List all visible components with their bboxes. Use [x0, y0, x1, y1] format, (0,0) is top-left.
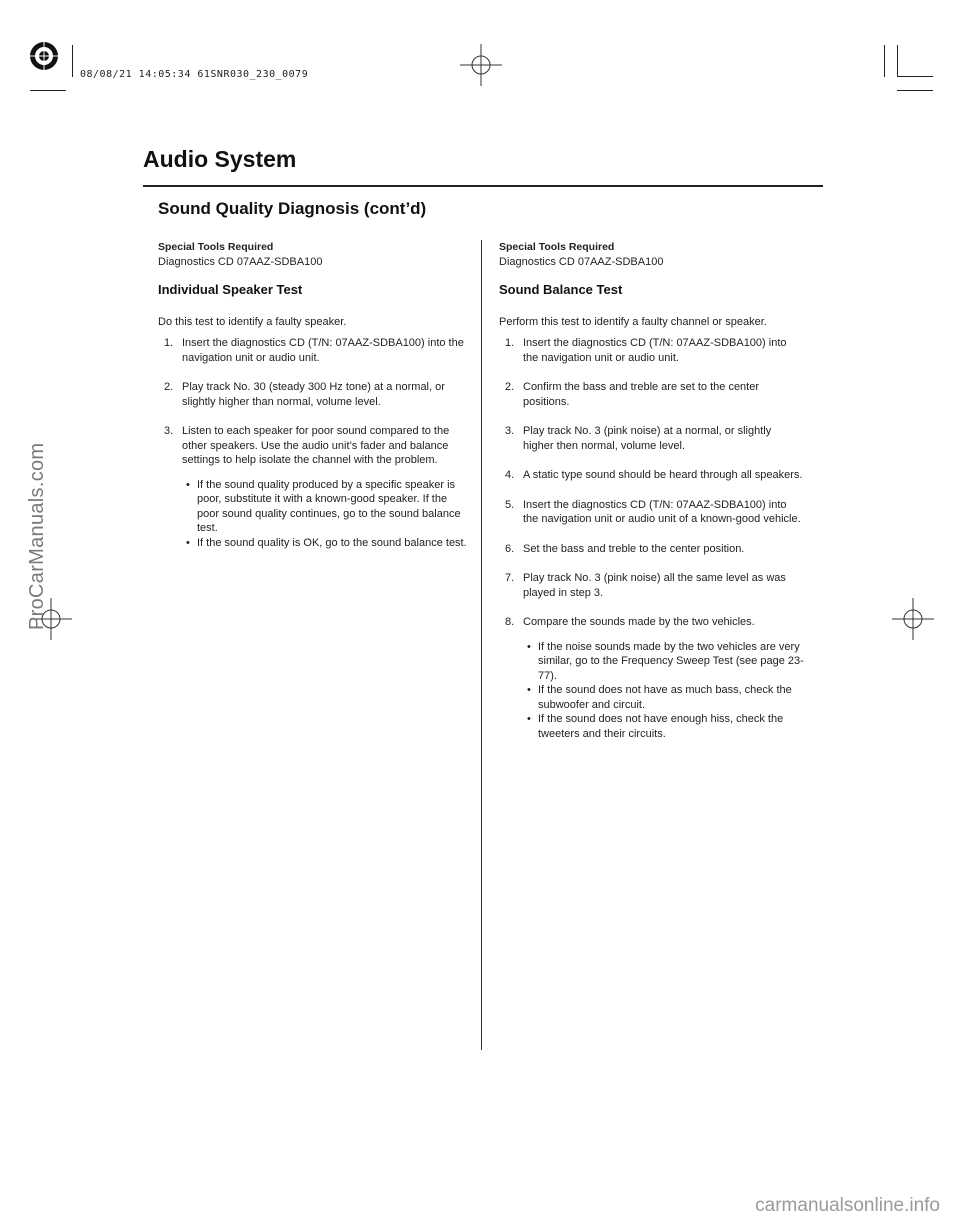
left-column — [158, 240, 468, 565]
registration-crosshair-right-icon — [892, 598, 934, 640]
registration-mark-top-left-icon — [28, 40, 72, 84]
bullet-text: If the noise sounds made by the two vehicles are very similar, go to the Frequency Sweep Test (see page 23-77). — [538, 640, 804, 682]
bullet-list — [182, 478, 468, 551]
step-item — [499, 336, 804, 365]
bullet-dot-icon: • — [527, 684, 531, 696]
step-item — [499, 542, 804, 557]
step-item — [499, 498, 804, 527]
intro-text: Do this test to identify a faulty speaker. — [158, 315, 347, 328]
bullet-item — [523, 712, 804, 741]
step-text: Play track No. 3 (pink noise) at a normal, or slightly higher then normal, volume level. — [523, 425, 772, 452]
bullet-text: If the sound quality produced by a specific speaker is poor, substitute it with a known-good speaker. If the poor sound quality continues, go to the sound balance test. — [197, 478, 461, 534]
step-text: Play track No. 3 (pink noise) all the same level as was played in step 3. — [523, 572, 786, 599]
bullet-item — [182, 478, 468, 536]
title-rule — [143, 185, 823, 187]
tools-label: Special Tools Required — [158, 241, 274, 253]
step-item — [499, 615, 804, 741]
step-text: Compare the sounds made by the two vehicles. — [523, 616, 755, 628]
step-number: 2. — [505, 381, 515, 393]
bullet-item — [523, 640, 804, 684]
bullet-dot-icon: • — [186, 536, 190, 549]
section-heading: Individual Speaker Test — [158, 282, 303, 297]
print-stamp: 08/08/21 14:05:34 61SNR030_230_0079 — [80, 69, 309, 80]
tools-value: Diagnostics CD 07AAZ-SDBA100 — [499, 255, 664, 268]
steps-list — [499, 336, 804, 741]
bullet-item — [182, 536, 468, 551]
step-item — [499, 424, 804, 453]
bullet-dot-icon: • — [527, 640, 531, 653]
step-number: 6. — [505, 542, 515, 555]
registration-crosshair-top-icon — [460, 44, 502, 86]
crop-line — [897, 76, 933, 77]
crop-line — [897, 45, 898, 77]
bullet-text: If the sound does not have as much bass, check the subwoofer and circuit. — [538, 684, 792, 711]
intro-text: Perform this test to identify a faulty channel or speaker. — [499, 315, 767, 328]
step-item — [158, 380, 468, 409]
step-text: Set the bass and treble to the center position. — [523, 542, 745, 555]
bullet-text: If the sound quality is OK, go to the sound balance test. — [197, 536, 467, 549]
step-item — [499, 468, 804, 483]
section-heading: Sound Balance Test — [499, 282, 623, 297]
step-text: A static type sound should be heard through all speakers. — [523, 469, 803, 481]
page-title: Audio System — [143, 146, 297, 172]
step-text: Listen to each speaker for poor sound compared to the other speakers. Use the audio unit’s fader and balance settings to help isolate the channel with the problem. — [182, 425, 450, 466]
step-item — [158, 336, 468, 365]
crop-line — [72, 45, 73, 77]
step-number: 8. — [505, 616, 515, 628]
step-number: 2. — [164, 381, 174, 393]
crop-line — [884, 45, 885, 77]
bullet-list — [523, 640, 804, 742]
bullet-dot-icon: • — [527, 713, 531, 725]
right-column — [499, 240, 804, 756]
step-number: 1. — [505, 337, 515, 349]
step-item — [499, 571, 804, 600]
crop-line — [30, 90, 66, 91]
step-item — [499, 380, 804, 409]
step-number: 1. — [164, 337, 174, 349]
tools-value: Diagnostics CD 07AAZ-SDBA100 — [158, 255, 323, 268]
step-number: 4. — [505, 469, 515, 481]
bottom-watermark: carmanualsonline.info — [755, 1195, 940, 1216]
side-watermark: ProCarManuals.com — [26, 442, 48, 630]
step-number: 7. — [505, 572, 515, 584]
step-number: 5. — [505, 498, 515, 511]
step-item — [158, 424, 468, 550]
crop-line — [897, 90, 933, 91]
step-text: Confirm the bass and treble are set to the center positions. — [523, 381, 760, 408]
step-number: 3. — [164, 425, 174, 437]
step-number: 3. — [505, 425, 515, 437]
column-divider — [481, 240, 482, 1050]
bullet-item — [523, 683, 804, 712]
step-text: Insert the diagnostics CD (T/N: 07AAZ-SDBA100) into the navigation unit or audio unit. — [182, 337, 464, 364]
step-text: Insert the diagnostics CD (T/N: 07AAZ-SDBA100) into the navigation unit or audio unit of a known-good vehicle. — [523, 498, 801, 525]
bullet-dot-icon: • — [186, 478, 190, 491]
tools-label: Special Tools Required — [499, 241, 615, 253]
section-subtitle: Sound Quality Diagnosis (cont’d) — [158, 199, 427, 218]
step-text: Play track No. 30 (steady 300 Hz tone) at a normal, or slightly higher than normal, volume level. — [182, 381, 445, 408]
bullet-text: If the sound does not have enough hiss, check the tweeters and their circuits. — [538, 713, 784, 740]
step-text: Insert the diagnostics CD (T/N: 07AAZ-SDBA100) into the navigation unit or audio unit. — [523, 337, 787, 364]
steps-list — [158, 336, 468, 550]
